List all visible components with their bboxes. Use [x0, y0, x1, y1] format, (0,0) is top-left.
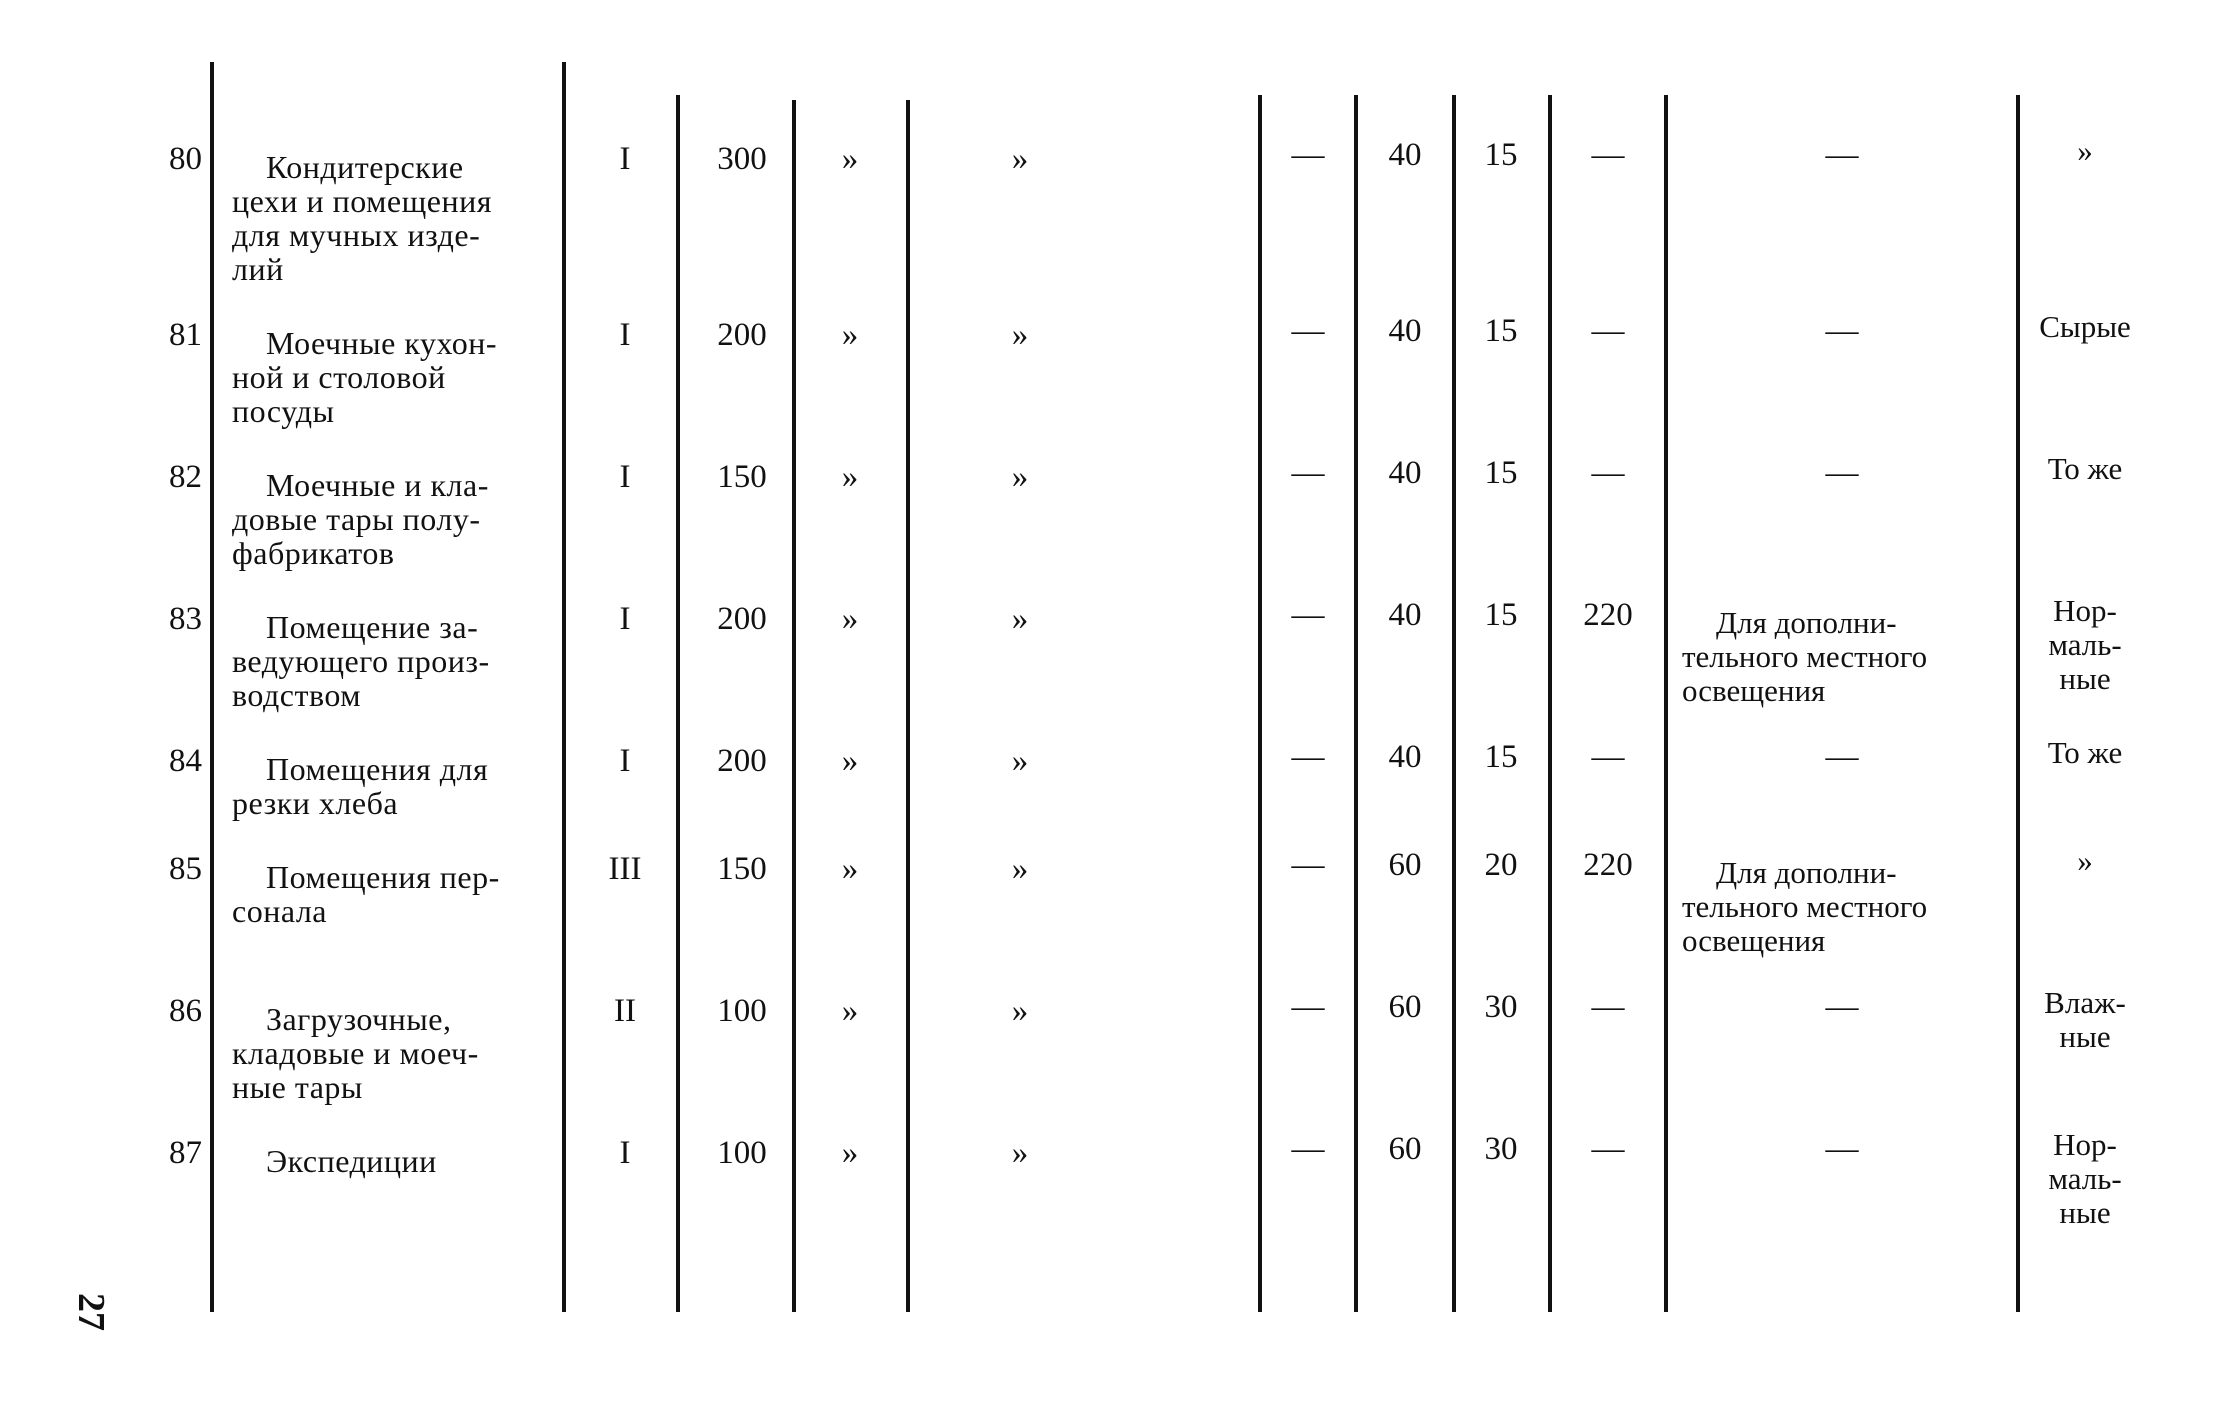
value-col-4: 40: [1388, 455, 1422, 491]
note-dash: —: [1825, 313, 1859, 349]
condition-line: маль-: [2048, 1161, 2122, 1196]
voltage-value: —: [1591, 455, 1625, 491]
row-number: 80: [169, 141, 202, 177]
column-rule-note: [2016, 95, 2020, 1312]
value-col-5: 15: [1484, 313, 1518, 349]
lighting-category: I: [619, 1135, 631, 1171]
column-rule-lux: [792, 100, 796, 1312]
voltage-value: 220: [1583, 597, 1633, 633]
environment-condition: [2030, 310, 2140, 344]
note-line: Для дополни-: [1716, 855, 1897, 890]
value-col-5: 30: [1484, 989, 1518, 1025]
dash-value: —: [1291, 1131, 1325, 1167]
ditto-mark: »: [841, 993, 859, 1029]
value-col-4: 40: [1388, 597, 1422, 633]
column-rule-c6: [1664, 95, 1668, 1312]
description-line: Моечные кухон-: [266, 325, 498, 361]
condition-line: То же: [2047, 451, 2123, 486]
environment-condition: [2030, 1128, 2140, 1230]
lighting-category: I: [619, 601, 631, 637]
illuminance-value: 300: [717, 141, 767, 177]
voltage-value: —: [1591, 1131, 1625, 1167]
value-col-4: 40: [1388, 739, 1422, 775]
illuminance-value: 100: [717, 993, 767, 1029]
note-line: тельного местного: [1682, 889, 1928, 924]
description-line: кладовые и моеч-: [232, 1035, 479, 1071]
note-line: освещения: [1682, 923, 1826, 958]
ditto-mark: »: [841, 317, 859, 353]
note-dash: —: [1825, 455, 1859, 491]
note-dash: —: [1825, 989, 1859, 1025]
description-line: Кондитерские: [266, 149, 464, 185]
description-line: Помещение за-: [266, 609, 479, 645]
value-col-5: 15: [1484, 739, 1518, 775]
condition-line: маль-: [2048, 627, 2122, 662]
illuminance-value: 200: [717, 743, 767, 779]
value-col-4: 60: [1388, 989, 1422, 1025]
description-line: Моечные и кла-: [266, 467, 489, 503]
condition-line: Сырые: [2039, 309, 2131, 344]
environment-condition: [2030, 736, 2140, 770]
lighting-category: I: [619, 743, 631, 779]
note-text: [1682, 856, 2002, 958]
column-rule-num: [210, 62, 214, 1312]
value-col-5: 15: [1484, 597, 1518, 633]
description-line: Экспедиции: [266, 1143, 437, 1179]
value-col-5: 30: [1484, 1131, 1518, 1167]
voltage-value: —: [1591, 739, 1625, 775]
condition-line: То же: [2047, 735, 2123, 770]
lighting-category: III: [608, 851, 642, 887]
note-line: Для дополни-: [1716, 605, 1897, 640]
value-col-4: 40: [1388, 313, 1422, 349]
room-description: [232, 326, 550, 428]
ditto-mark: »: [841, 141, 859, 177]
ditto-mark: »: [841, 743, 859, 779]
row-number: 83: [169, 601, 202, 637]
condition-line: »: [2077, 843, 2093, 878]
lighting-category: I: [619, 317, 631, 353]
value-col-4: 60: [1388, 847, 1422, 883]
value-col-5: 20: [1484, 847, 1518, 883]
ditto-mark: »: [1011, 1135, 1029, 1171]
ditto-mark: »: [1011, 601, 1029, 637]
column-rule-c4: [1452, 95, 1456, 1312]
environment-condition: [2030, 134, 2140, 168]
environment-condition: [2030, 452, 2140, 486]
condition-line: Влаж-: [2044, 985, 2126, 1020]
column-rule-c5: [1548, 95, 1552, 1312]
room-description: [232, 150, 550, 286]
dash-value: —: [1291, 739, 1325, 775]
ditto-mark: »: [841, 459, 859, 495]
page-number: 27: [70, 1293, 112, 1331]
room-description: [232, 1144, 550, 1178]
room-description: [232, 752, 550, 820]
room-description: [232, 610, 550, 712]
dash-value: —: [1291, 989, 1325, 1025]
ditto-mark: »: [841, 601, 859, 637]
ditto-mark: »: [841, 851, 859, 887]
description-line: для мучных изде-: [232, 217, 481, 253]
description-line: Помещения пер-: [266, 859, 500, 895]
row-number: 87: [169, 1135, 202, 1171]
column-rule-gap: [1258, 95, 1262, 1312]
row-number: 85: [169, 851, 202, 887]
condition-line: ные: [2059, 1019, 2111, 1054]
note-dash: —: [1825, 1131, 1859, 1167]
note-text: [1682, 606, 2002, 708]
column-rule-q1: [906, 100, 910, 1312]
description-line: лий: [232, 251, 284, 287]
row-number: 82: [169, 459, 202, 495]
value-col-4: 60: [1388, 1131, 1422, 1167]
illuminance-value: 200: [717, 601, 767, 637]
ditto-mark: »: [1011, 141, 1029, 177]
value-col-5: 15: [1484, 137, 1518, 173]
condition-line: ные: [2059, 1195, 2111, 1230]
column-rule-cat: [676, 95, 680, 1312]
room-description: [232, 860, 550, 928]
value-col-5: 15: [1484, 455, 1518, 491]
dash-value: —: [1291, 137, 1325, 173]
illuminance-value: 200: [717, 317, 767, 353]
condition-line: Нор-: [2053, 1127, 2117, 1162]
description-line: сонала: [232, 893, 327, 929]
ditto-mark: »: [1011, 317, 1029, 353]
ditto-mark: »: [1011, 993, 1029, 1029]
ditto-mark: »: [1011, 851, 1029, 887]
note-dash: —: [1825, 137, 1859, 173]
description-line: ной и столовой: [232, 359, 446, 395]
ditto-mark: »: [841, 1135, 859, 1171]
condition-line: »: [2077, 133, 2093, 168]
voltage-value: —: [1591, 313, 1625, 349]
dash-value: —: [1291, 313, 1325, 349]
environment-condition: [2030, 844, 2140, 878]
illuminance-value: 100: [717, 1135, 767, 1171]
description-line: фабрикатов: [232, 535, 395, 571]
voltage-value: —: [1591, 137, 1625, 173]
dash-value: —: [1291, 597, 1325, 633]
room-description: [232, 468, 550, 570]
lighting-category: I: [619, 459, 631, 495]
description-line: водством: [232, 677, 361, 713]
condition-line: Нор-: [2053, 593, 2117, 628]
row-number: 81: [169, 317, 202, 353]
environment-condition: [2030, 594, 2140, 696]
illuminance-value: 150: [717, 459, 767, 495]
lighting-category: II: [614, 993, 636, 1029]
description-line: резки хлеба: [232, 785, 399, 821]
description-line: ные тары: [232, 1069, 363, 1105]
column-rule-c3: [1354, 95, 1358, 1312]
voltage-value: —: [1591, 989, 1625, 1025]
ditto-mark: »: [1011, 743, 1029, 779]
description-line: довые тары полу-: [232, 501, 481, 537]
description-line: Загрузочные,: [266, 1001, 452, 1037]
note-line: тельного местного: [1682, 639, 1928, 674]
condition-line: ные: [2059, 661, 2111, 696]
note-dash: —: [1825, 739, 1859, 775]
illuminance-value: 150: [717, 851, 767, 887]
description-line: цехи и помещения: [232, 183, 492, 219]
description-line: Помещения для: [266, 751, 489, 787]
description-line: посуды: [232, 393, 335, 429]
room-description: [232, 1002, 550, 1104]
dash-value: —: [1291, 847, 1325, 883]
dash-value: —: [1291, 455, 1325, 491]
note-line: освещения: [1682, 673, 1826, 708]
environment-condition: [2030, 986, 2140, 1054]
voltage-value: 220: [1583, 847, 1633, 883]
value-col-4: 40: [1388, 137, 1422, 173]
row-number: 84: [169, 743, 202, 779]
ditto-mark: »: [1011, 459, 1029, 495]
lighting-category: I: [619, 141, 631, 177]
row-number: 86: [169, 993, 202, 1029]
description-line: ведующего произ-: [232, 643, 490, 679]
column-rule-desc: [562, 62, 566, 1312]
